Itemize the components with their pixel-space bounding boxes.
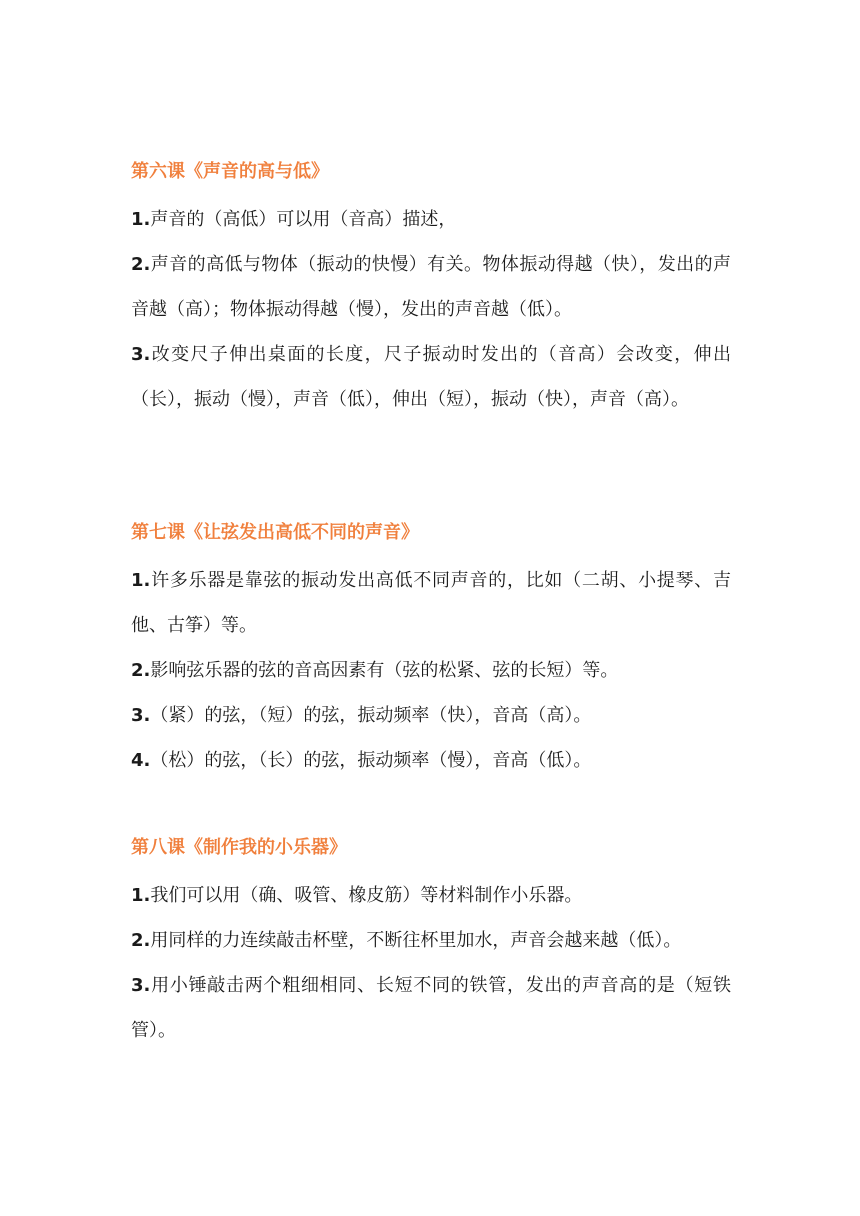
item-number: 1.	[131, 209, 151, 230]
lesson-7-item-4	[131, 738, 731, 783]
lesson-6-item-3	[131, 332, 731, 422]
item-number: 1.	[131, 570, 151, 591]
item-text: 声音的高低与物体（振动的快慢）有关。物体振动得越（快），发出的声音越（高）；物体振动得越（慢），发出的声音越（低）。	[131, 254, 731, 320]
item-number: 3.	[131, 975, 151, 996]
item-number: 2.	[131, 254, 151, 275]
item-text: 改变尺子伸出桌面的长度，尺子振动时发出的（音高）会改变，伸出（长），振动（慢），声音（低），伸出（短），振动（快），声音（高）。	[131, 344, 731, 410]
lesson-8-title: 第八课《制作我的小乐器》	[131, 837, 347, 858]
item-text: 我们可以用（确、吸管、橡皮筋）等材料制作小乐器。	[150, 885, 583, 906]
item-number: 3.	[131, 344, 151, 365]
item-number: 2.	[131, 930, 151, 951]
item-number: 4.	[131, 750, 151, 771]
lesson-6-title: 第六课《声音的高与低》	[131, 161, 329, 182]
lesson-8-item-2	[131, 918, 731, 963]
lesson-7-item-2	[131, 648, 731, 693]
lesson-6-item-2	[131, 242, 731, 332]
item-number: 3.	[131, 705, 151, 726]
lesson-8-section	[131, 836, 731, 1053]
lesson-8-item-1	[131, 873, 731, 918]
item-number: 1.	[131, 885, 151, 906]
item-number: 2.	[131, 660, 151, 681]
lesson-6-item-1	[131, 197, 731, 242]
item-text: 影响弦乐器的弦的音高因素有（弦的松紧、弦的长短）等。	[150, 660, 619, 681]
lesson-6-section	[131, 160, 731, 422]
lesson-7-title: 第七课《让弦发出高低不同的声音》	[131, 522, 419, 543]
lesson-7-item-3	[131, 693, 731, 738]
item-text: 用同样的力连续敲击杯壁，不断往杯里加水，声音会越来越（低）。	[150, 930, 682, 951]
lesson-7-item-1	[131, 558, 731, 648]
item-text: （紧）的弦，（短）的弦，振动频率（快），音高（高）。	[150, 705, 592, 726]
lesson-8-item-3	[131, 963, 731, 1053]
item-text: 许多乐器是靠弦的振动发出高低不同声音的，比如（二胡、小提琴、吉他、古筝）等。	[131, 570, 731, 636]
item-text: 用小锤敲击两个粗细相同、长短不同的铁管，发出的声音高的是（短铁管）。	[131, 975, 731, 1041]
item-text: 声音的（高低）可以用（音高）描述，	[150, 209, 457, 230]
item-text: （松）的弦，（长）的弦，振动频率（慢），音高（低）。	[150, 750, 592, 771]
lesson-7-section	[131, 521, 731, 783]
